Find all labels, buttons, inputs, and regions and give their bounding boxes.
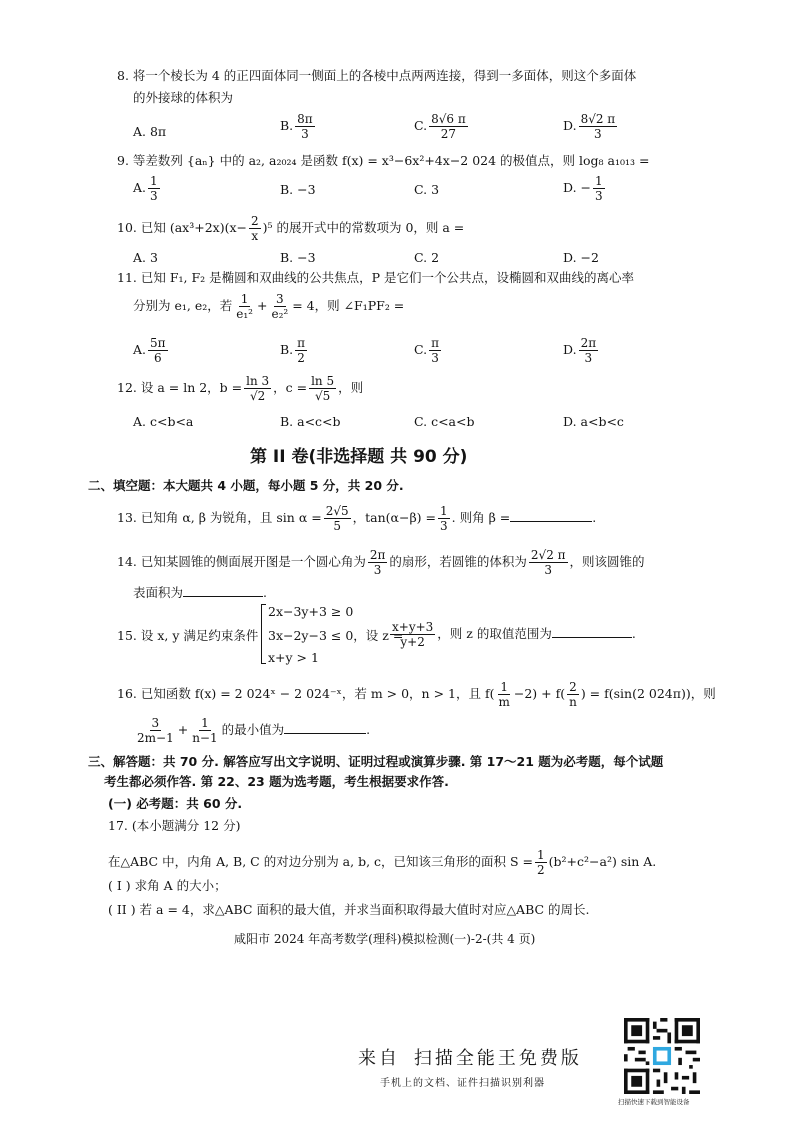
q11-option-c: C. $\frac{\pi}{3}$ bbox=[414, 336, 439, 365]
q8-option-d: D. $\frac{8√2 \pi}{3}$ bbox=[563, 112, 616, 141]
q8-stem-line2: 的外接球的体积为 bbox=[133, 90, 234, 105]
q9-option-c: C. 3 bbox=[414, 182, 440, 197]
q9-option-a: A. $\frac{1}{3}$ bbox=[133, 174, 158, 203]
q12-option-c: C. c<a<b bbox=[414, 414, 475, 429]
q15-constraint-brace bbox=[261, 604, 266, 664]
q8-option-c: C. $\frac{8√6 \pi}{27}$ bbox=[414, 112, 466, 141]
q10-stem: 10. 已知 (ax³+2x)(x− $\frac{2}{x}$ )⁵ 的展开式中的常数项为 0，则 a = bbox=[117, 214, 465, 243]
q9-option-b: B. −3 bbox=[280, 182, 316, 197]
q17-title: 17. (本小题满分 12 分) bbox=[108, 818, 241, 833]
q11-stem-line1: 11. 已知 F₁, F₂ 是椭圆和双曲线的公共焦点，P 是它们一个公共点，设椭圆和双曲线的离心率 bbox=[117, 270, 634, 285]
scanner-watermark-title: 来自 扫描全能王免费版 bbox=[358, 1048, 582, 1069]
q12-option-b: B. a<c<b bbox=[280, 414, 341, 429]
q14-stem-line1: 14. 已知某圆锥的侧面展开图是一个圆心角为 $\frac{2\pi}{3}$ 的扇形，若圆锥的体积为 $\frac{2√2 \pi}{3}$ ，则该圆锥的 bbox=[117, 548, 645, 577]
q13-stem: 13. 已知角 α, β 为锐角，且 sin α = $\frac{2√5}{5}$ ，tan(α−β) = $\frac{1}{3}$ . 则角 β = . bbox=[117, 504, 597, 533]
q8-stem-line1: 8. 将一个棱长为 4 的正四面体同一侧面上的各棱中点两两连接，得到一多面体，则这个多面体 bbox=[117, 68, 637, 83]
q11-option-a: A. $\frac{5\pi}{6}$ bbox=[133, 336, 166, 365]
q16-stem-line2: $\frac{3}{2m-1}$ + $\frac{1}{n-1}$ 的最小值为 . bbox=[137, 716, 371, 745]
q10-option-c: C. 2 bbox=[414, 250, 440, 265]
q17-part2: ( II ) 若 a = 4，求△ABC 面积的最大值，并求当面积取得最大值时对应△ABC 的周长. bbox=[108, 902, 590, 917]
q15-stem-prefix: 15. 设 x, y 满足约束条件 bbox=[117, 628, 259, 643]
q15-answer-blank bbox=[552, 625, 632, 638]
q10-option-b: B. −3 bbox=[280, 250, 316, 265]
q9-stem: 9. 等差数列 {aₙ} 中的 a₂, a₂₀₂₄ 是函数 f(x) = x³−6x²+4x−2 024 的极值点，则 log₈ a₁₀₁₃ = bbox=[117, 153, 650, 168]
q10-option-d: D. −2 bbox=[563, 250, 599, 265]
q11-option-b: B. $\frac{\pi}{2}$ bbox=[280, 336, 306, 365]
fill-in-section-heading: 二、填空题：本大题共 4 小题，每小题 5 分，共 20 分. bbox=[88, 478, 404, 493]
q12-option-a: A. c<b<a bbox=[133, 414, 194, 429]
q14-answer-blank bbox=[183, 584, 263, 597]
q8-option-b: B. $\frac{8\pi}{3}$ bbox=[280, 112, 313, 141]
q15-constraint-1: 2x−3y+3 ≥ 0 bbox=[268, 604, 354, 619]
qr-caption: 扫描快速下载到智能设备 bbox=[618, 1098, 690, 1106]
scanner-watermark-subtitle: 手机上的文档、证件扫描识别利器 bbox=[380, 1078, 545, 1089]
q11-stem-line2: 分别为 e₁, e₂，若 $\frac{1}{\text{e₁²}}$ + $\frac{3}{\text{e₂²}}$ = 4，则 ∠F₁PF₂ = bbox=[133, 292, 405, 321]
part2-title: 第 II 卷(非选择题 共 90 分) bbox=[250, 447, 468, 467]
q11-option-d: D. $\frac{2\pi}{3}$ bbox=[563, 336, 597, 365]
q8-option-a: A. 8π bbox=[133, 124, 167, 139]
solution-section-heading-line1: 三、解答题：共 70 分. 解答应写出文字说明、证明过程或演算步骤. 第 17～21 题为必考题，每个试题 bbox=[88, 754, 664, 769]
required-questions-heading: (一) 必考题：共 60 分. bbox=[108, 796, 243, 811]
q15-constraint-3: x+y > 1 bbox=[268, 650, 319, 665]
q12-option-d: D. a<b<c bbox=[563, 414, 624, 429]
q10-option-a: A. 3 bbox=[133, 250, 158, 265]
q12-stem: 12. 设 a = ln 2，b = $\frac{\ln 3}{√2}$ ，c = $\frac{\ln 5}{√5}$ ，则 bbox=[117, 374, 364, 403]
q17-part1: ( I ) 求角 A 的大小； bbox=[108, 878, 227, 893]
q16-stem-line1: 16. 已知函数 f(x) = 2 024ˣ − 2 024⁻ˣ，若 m > 0，n > 1，且 f( $\frac{1}{m}$ −2) + f( $\frac{2}{n}$ ) = f(sin(2 024π))，则 bbox=[117, 680, 716, 709]
page-footer: 咸阳市 2024 年高考数学(理科)模拟检测(一)-2-(共 4 页) bbox=[234, 932, 536, 946]
q17-stem: 在△ABC 中，内角 A, B, C 的对边分别为 a, b, c，已知该三角形的面积 S = $\frac{1}{2}$ (b²+c²−a²) sin A. bbox=[108, 848, 657, 877]
q15-constraint-2: 3x−2y−3 ≤ 0，设 z = bbox=[268, 628, 404, 643]
q14-stem-line2: 表面积为 . bbox=[133, 585, 267, 600]
q13-answer-blank bbox=[510, 509, 592, 522]
q9-option-d: D. − $\frac{1}{3}$ bbox=[563, 174, 603, 203]
q16-answer-blank bbox=[284, 721, 366, 734]
qr-code-icon bbox=[624, 1018, 700, 1094]
solution-section-heading-line2: 考生都必须作答. 第 22、23 题为选考题，考生根据要求作答. bbox=[104, 774, 449, 789]
q15-z-expression: $\frac{x+y+3}{y+2}$ ，则 z 的取值范围为 . bbox=[392, 620, 636, 649]
